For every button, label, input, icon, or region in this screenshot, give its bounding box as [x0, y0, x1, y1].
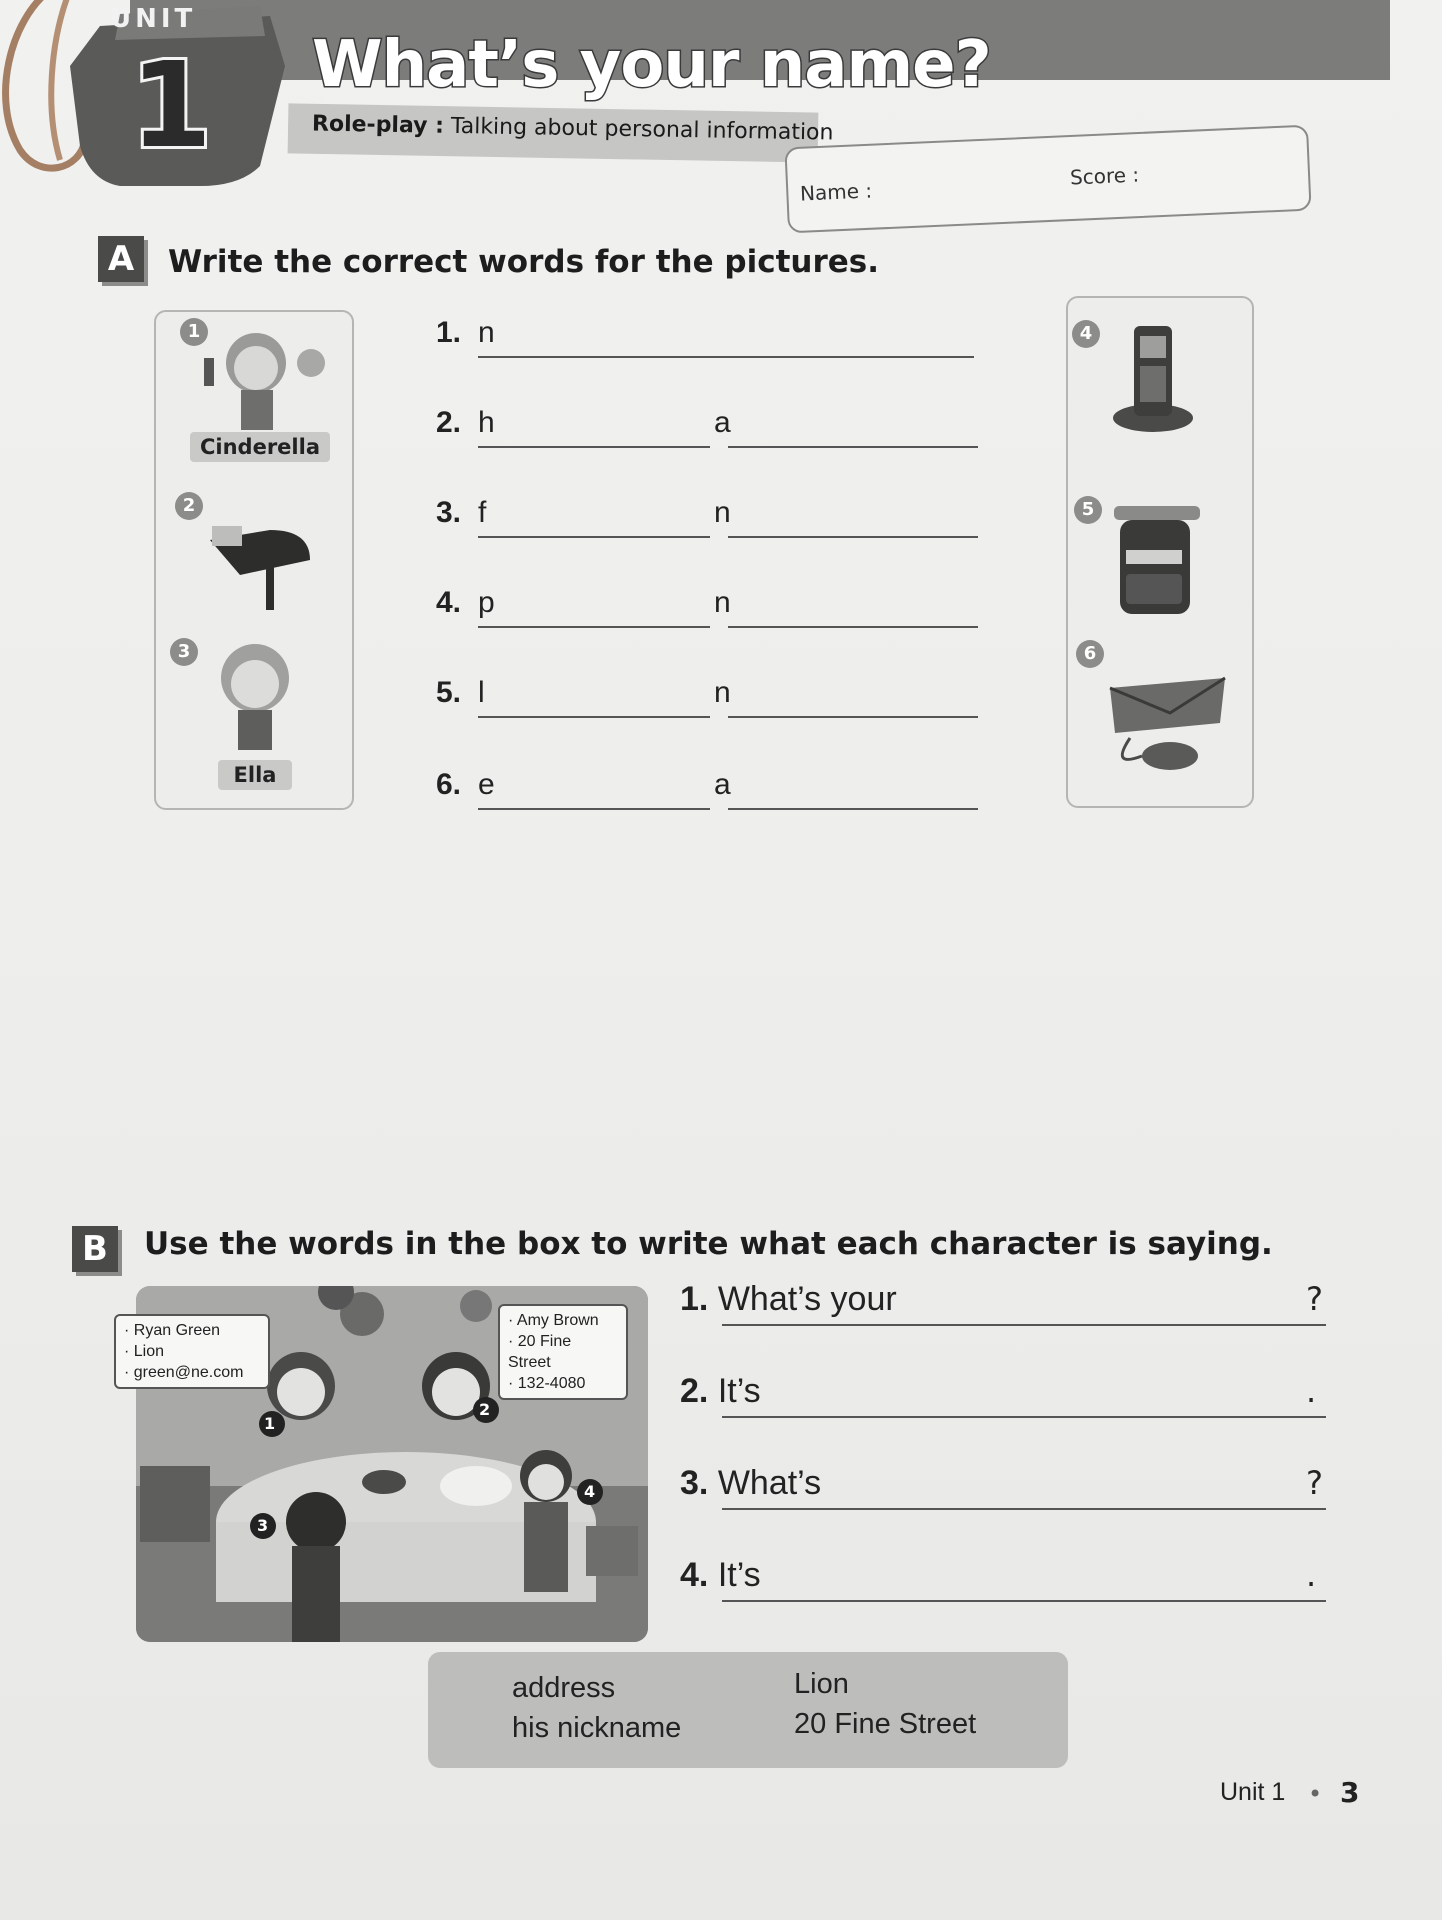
cheerleader-girl-icon	[196, 318, 336, 438]
picture-number-2: 2	[175, 492, 203, 520]
ryan-card-line: · green@ne.com	[124, 1364, 244, 1381]
mailbox-icon	[200, 500, 320, 610]
speech-blank-line[interactable]	[722, 1416, 1326, 1418]
answer-middle-letter: n	[714, 676, 731, 709]
scene-number-3: 3	[257, 1516, 269, 1535]
picture-number-4: 4	[1072, 320, 1100, 348]
answer-first-letter: f	[478, 496, 487, 529]
answer-blank-line[interactable]	[728, 808, 978, 810]
ryan-name: Ryan Green	[133, 1322, 221, 1339]
girl-icon	[200, 640, 310, 760]
picture-number-5: 5	[1074, 496, 1102, 524]
amy-info-card	[498, 1304, 628, 1400]
picture-number-3: 3	[170, 638, 198, 666]
section-a-letter: A	[98, 236, 144, 282]
section-a-instruction: Write the correct words for the pictures.	[168, 244, 880, 280]
ryan-email: green@ne.com	[133, 1364, 244, 1381]
ryan-card-line: · Lion	[124, 1343, 165, 1360]
amy-address: 20 Fine Street	[508, 1333, 572, 1371]
speech-line	[680, 1556, 761, 1595]
picture-number-1: 1	[180, 318, 208, 346]
speech-line-text: What’s	[717, 1464, 822, 1502]
word-box-item: address	[512, 1672, 616, 1704]
answer-blank-line[interactable]	[478, 356, 974, 358]
speech-line	[680, 1372, 761, 1411]
picture-number-6: 6	[1076, 640, 1104, 668]
speech-line-end: ?	[1306, 1464, 1323, 1502]
amy-card-line: · 132-4080	[508, 1375, 586, 1392]
answer-number: 4.	[436, 586, 462, 619]
word-box-item: his nickname	[512, 1712, 682, 1744]
answer-middle-letter: a	[714, 406, 731, 439]
section-b-letter: B	[72, 1226, 118, 1272]
subtitle-bold: Role-play :	[311, 111, 445, 139]
word-box-item: 20 Fine Street	[794, 1708, 977, 1740]
answer-number: 6.	[436, 768, 462, 801]
unit-number: 1	[130, 36, 213, 174]
page-number: 3	[1340, 1776, 1360, 1809]
ryan-info-card	[114, 1314, 270, 1389]
answer-first-letter: l	[478, 676, 485, 709]
footer-unit: Unit 1	[1220, 1778, 1286, 1806]
speech-line-text: It’s	[717, 1556, 761, 1594]
speech-line	[680, 1280, 897, 1319]
answer-middle-letter: n	[714, 496, 731, 529]
amy-name: Amy Brown	[516, 1312, 599, 1329]
speech-line-text: It’s	[717, 1372, 761, 1410]
ryan-nickname: Lion	[133, 1343, 165, 1360]
subtitle-text: Talking about personal information	[443, 113, 834, 146]
page-title: What’s your name?	[312, 28, 991, 102]
speech-line-end: .	[1306, 1372, 1317, 1410]
answer-number: 2.	[436, 406, 462, 439]
picture-label-cinderella: Cinderella	[190, 432, 330, 462]
answer-blank-line[interactable]	[478, 808, 710, 810]
name-label: Name :	[799, 178, 873, 206]
speech-line-end: .	[1306, 1556, 1317, 1594]
answer-first-letter: e	[478, 768, 495, 801]
scene-number-2: 2	[479, 1400, 491, 1419]
speech-line-number: 4.	[680, 1556, 709, 1594]
amy-card-line: · Amy Brown	[508, 1312, 599, 1329]
answer-blank-line[interactable]	[478, 716, 710, 718]
picture-label-ella: Ella	[218, 760, 292, 790]
amy-phone: 132-4080	[517, 1375, 586, 1392]
speech-blank-line[interactable]	[722, 1600, 1326, 1602]
score-label: Score :	[1069, 162, 1140, 190]
answer-number: 1.	[436, 316, 462, 349]
speech-line-number: 1.	[680, 1280, 709, 1318]
answer-first-letter: h	[478, 406, 495, 439]
speech-blank-line[interactable]	[722, 1324, 1326, 1326]
email-envelope-mouse-icon	[1090, 668, 1230, 778]
speech-line-number: 3.	[680, 1464, 709, 1502]
answer-number: 5.	[436, 676, 462, 709]
answer-middle-letter: a	[714, 768, 731, 801]
answer-first-letter: n	[478, 316, 495, 349]
speech-line-text: What’s your	[717, 1280, 897, 1318]
answer-blank-line[interactable]	[728, 716, 978, 718]
amy-card-line: · 20 Fine Street	[508, 1333, 572, 1371]
answer-blank-line[interactable]	[478, 536, 710, 538]
word-box-item: Lion	[794, 1668, 849, 1700]
scene-number-4: 4	[584, 1482, 596, 1501]
ryan-card-line: · Ryan Green	[124, 1322, 221, 1339]
section-b-instruction: Use the words in the box to write what each character is saying.	[144, 1226, 1273, 1262]
speech-line-number: 2.	[680, 1372, 709, 1410]
answer-first-letter: p	[478, 586, 495, 619]
answer-blank-line[interactable]	[478, 626, 710, 628]
backpack-icon	[1112, 500, 1212, 620]
speech-line-end: ?	[1306, 1280, 1323, 1318]
footer-dot: •	[1308, 1780, 1323, 1808]
answer-blank-line[interactable]	[478, 446, 710, 448]
speech-blank-line[interactable]	[722, 1508, 1326, 1510]
answer-blank-line[interactable]	[728, 626, 978, 628]
answer-blank-line[interactable]	[728, 536, 978, 538]
answer-middle-letter: n	[714, 586, 731, 619]
unit-word: UNIT	[110, 4, 197, 34]
answer-number: 3.	[436, 496, 462, 529]
answer-blank-line[interactable]	[728, 446, 978, 448]
speech-line	[680, 1464, 821, 1503]
phone-icon	[1108, 318, 1198, 438]
scene-number-1: 1	[264, 1414, 276, 1433]
